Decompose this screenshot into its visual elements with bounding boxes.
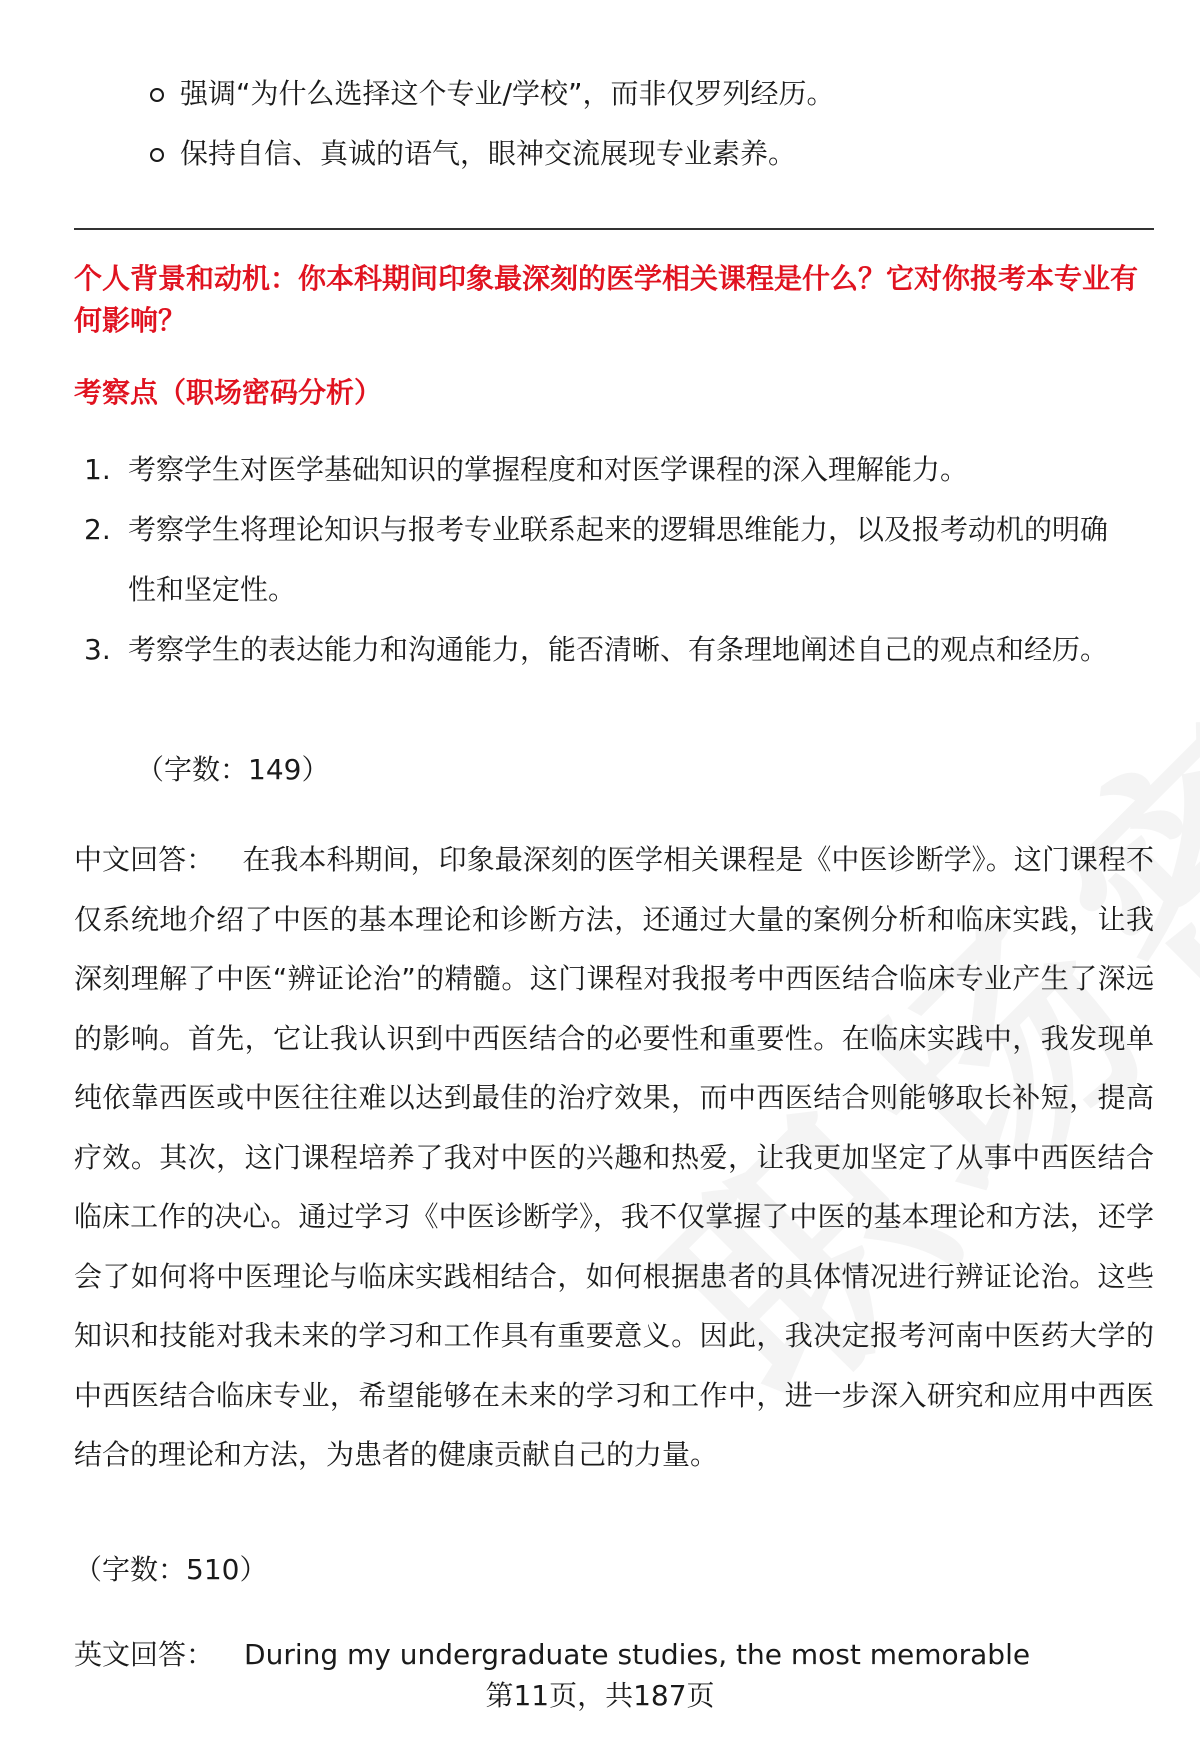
- word-count: （字数：510）: [74, 1553, 268, 1586]
- analysis-points-list: [74, 440, 1134, 680]
- section-divider: [74, 228, 1154, 230]
- list-item-text: 考察学生将理论知识与报考专业联系起来的逻辑思维能力，以及报考动机的明确性和坚定性。: [128, 513, 1109, 606]
- tips-list: [150, 64, 834, 184]
- word-count: （字数：149）: [136, 753, 330, 786]
- list-number: 2.: [84, 513, 111, 546]
- chinese-answer: [74, 830, 1154, 1485]
- list-item-text: 强调“为什么选择这个专业/学校”，而非仅罗列经历。: [180, 77, 835, 110]
- chinese-answer-label: 中文回答：: [74, 843, 215, 876]
- analysis-heading: 考察点（职场密码分析）: [74, 376, 383, 409]
- english-answer-label: 英文回答：: [74, 1638, 215, 1671]
- hollow-bullet-icon: [150, 148, 164, 162]
- list-item: [150, 64, 834, 124]
- list-number: 3.: [84, 633, 111, 666]
- english-answer-text: During my undergraduate studies, the most memorable: [244, 1638, 1031, 1671]
- list-item-text: 保持自信、真诚的语气，眼神交流展现专业素养。: [180, 137, 797, 170]
- hollow-bullet-icon: [150, 88, 164, 102]
- english-answer: [74, 1630, 1154, 1680]
- list-item-text: 考察学生对医学基础知识的掌握程度和对医学课程的深入理解能力。: [128, 453, 969, 486]
- question-heading: 个人背景和动机：你本科期间印象最深刻的医学相关课程是什么？它对你报考本专业有何影响？: [74, 262, 1139, 337]
- page-footer: 第11页，共187页: [485, 1679, 715, 1712]
- list-number: 1.: [84, 453, 111, 486]
- list-item: [74, 440, 1134, 500]
- list-item: [74, 620, 1134, 680]
- list-item-text: 考察学生的表达能力和沟通能力，能否清晰、有条理地阐述自己的观点和经历。: [128, 633, 1109, 666]
- list-item: [74, 500, 1134, 620]
- list-item: [150, 124, 834, 184]
- chinese-answer-text: 在我本科期间，印象最深刻的医学相关课程是《中医诊断学》。这门课程不仅系统地介绍了中医的基本理论和诊断方法，还通过大量的案例分析和临床实践，让我深刻理解了中医“辨证论治”的精髓。这门课程对我报考中西医结合临床专业产生了深远的影响。首先，它让我认识到中西医结合的必要性和重要性。在临床实践中，我发现单纯依靠西医或中医往往难以达到最佳的治疗效果，而中西医结合则能够取长补短，提高疗效。其次，这门课程培养了我对中医的兴趣和热爱，让我更加坚定了从事中西医结合临床工作的决心。通过学习《中医诊断学》，我不仅掌握了中医的基本理论和方法，还学会了如何将中医理论与临床实践相结合，如何根据患者的具体情况进行辨证论治。这些知识和技能对我未来的学习和工作具有重要意义。因此，我决定报考河南中医药大学的中西医结合临床专业，希望能够在未来的学习和工作中，进一步深入研究和应用中西医结合的理论和方法，为患者的健康贡献自己的力量。: [74, 843, 1154, 1471]
